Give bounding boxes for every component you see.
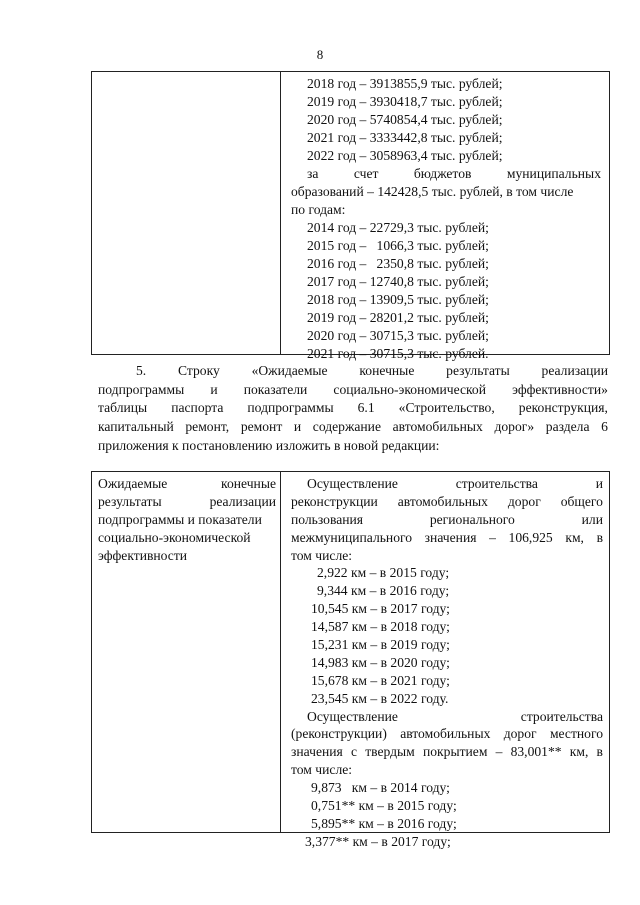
word: с bbox=[350, 744, 358, 760]
paragraph-line bbox=[98, 418, 608, 437]
word: и bbox=[293, 419, 302, 435]
result-line bbox=[291, 475, 603, 493]
expected-results-value-cell bbox=[291, 475, 603, 851]
financing-line: 2020 год – 5740854,4 тыс. рублей; bbox=[307, 112, 503, 127]
word: и bbox=[595, 476, 603, 491]
word: и bbox=[210, 381, 218, 397]
financing-line: 2018 год – 13909,5 тыс. рублей; bbox=[307, 292, 489, 307]
word: в bbox=[596, 529, 603, 545]
expected-results-table bbox=[91, 471, 610, 849]
financing-line: 2014 год – 22729,3 тыс. рублей; bbox=[307, 220, 489, 235]
financing-line bbox=[291, 165, 601, 183]
label-line: эффективности bbox=[98, 547, 188, 563]
word: подпрограммы bbox=[247, 400, 334, 416]
financing-line: 2019 год – 28201,2 тыс. рублей; bbox=[307, 310, 489, 325]
word: км, bbox=[569, 744, 589, 760]
word: автомобильных bbox=[400, 726, 491, 742]
word: строительства bbox=[520, 708, 603, 724]
word: капитальный bbox=[98, 419, 174, 435]
word: Ожидаемые bbox=[98, 476, 168, 491]
result-line: 23,545 км – в 2022 году. bbox=[311, 690, 449, 706]
word: дорог bbox=[507, 493, 541, 509]
word: км, bbox=[565, 529, 584, 545]
word: реализации bbox=[541, 363, 608, 378]
result-line bbox=[291, 708, 603, 726]
word: результаты bbox=[98, 493, 162, 509]
financing-line: 2019 год – 3930418,7 тыс. рублей; bbox=[307, 94, 503, 109]
word: – bbox=[495, 744, 503, 760]
result-line: 14,983 км – в 2020 году; bbox=[311, 654, 450, 670]
financing-line: 2016 год – 2350,8 тыс. рублей; bbox=[307, 256, 489, 271]
amendment-paragraph bbox=[98, 362, 608, 455]
result-line bbox=[291, 743, 603, 761]
table-column-divider bbox=[280, 472, 281, 832]
word: – bbox=[489, 529, 496, 545]
word: пользования bbox=[291, 511, 364, 527]
result-line bbox=[291, 493, 603, 511]
word: автомобильных bbox=[392, 419, 483, 435]
result-line: том числе: bbox=[291, 547, 353, 563]
result-line: 2,922 км – в 2015 году; bbox=[317, 565, 450, 581]
word: бюджетов bbox=[413, 166, 472, 181]
word: конечные bbox=[359, 363, 415, 378]
word: строительства bbox=[455, 476, 538, 491]
word: 106,925 bbox=[508, 529, 553, 545]
word: эффективности» bbox=[512, 381, 608, 397]
label-line bbox=[98, 475, 276, 493]
table-column-divider bbox=[280, 72, 281, 354]
paragraph-line bbox=[98, 381, 608, 400]
word: ремонт bbox=[240, 419, 283, 435]
word: твердым bbox=[365, 744, 415, 760]
word: реконструкции bbox=[291, 493, 378, 509]
label-line bbox=[98, 493, 276, 511]
word: счет bbox=[353, 166, 379, 181]
word: 6.1 bbox=[357, 400, 375, 416]
word: дорог bbox=[503, 726, 537, 742]
word: содержание bbox=[312, 419, 381, 435]
word: дорог» bbox=[494, 419, 535, 435]
word: результаты bbox=[446, 363, 510, 378]
word: реконструкция, bbox=[518, 400, 608, 416]
result-line bbox=[291, 725, 603, 743]
result-line: 5,895** км – в 2016 году; bbox=[311, 815, 457, 831]
label-line: подпрограммы и показатели bbox=[98, 511, 262, 527]
result-line: 15,678 км – в 2021 году; bbox=[311, 672, 450, 688]
word: паспорта bbox=[171, 400, 224, 416]
word: ремонт, bbox=[185, 419, 230, 435]
word: или bbox=[581, 511, 603, 527]
financing-line: 2018 год – 3913855,9 тыс. рублей; bbox=[307, 76, 503, 91]
result-line bbox=[291, 511, 603, 529]
word: раздела bbox=[545, 419, 590, 435]
financing-line: по годам: bbox=[291, 202, 346, 217]
word: таблицы bbox=[98, 400, 148, 416]
word: в bbox=[596, 744, 603, 760]
word: муниципальных bbox=[506, 166, 601, 181]
word: реализации bbox=[209, 493, 276, 509]
result-line: 9,344 км – в 2016 году; bbox=[317, 583, 450, 599]
result-line: 0,751** км – в 2015 году; bbox=[311, 798, 457, 814]
word: 5. bbox=[136, 363, 147, 378]
word: 83,001** bbox=[510, 744, 562, 760]
paragraph-line bbox=[98, 399, 608, 418]
word: подпрограммы bbox=[98, 381, 185, 397]
result-line: 15,231 км – в 2019 году; bbox=[311, 637, 450, 653]
word: Строку bbox=[177, 363, 220, 378]
word: значения bbox=[291, 744, 343, 760]
word: социально-экономической bbox=[333, 381, 486, 397]
word: местного bbox=[549, 726, 603, 742]
financing-line: 2015 год – 1066,3 тыс. рублей; bbox=[307, 238, 489, 253]
label-line: социально-экономической bbox=[98, 529, 251, 545]
word: Осуществление bbox=[307, 708, 398, 724]
word: регионального bbox=[429, 511, 515, 527]
financing-line: 2017 год – 12740,8 тыс. рублей; bbox=[307, 274, 489, 289]
word: «Строительство, bbox=[398, 400, 495, 416]
result-line: 14,587 км – в 2018 году; bbox=[311, 619, 450, 635]
word: покрытием bbox=[422, 744, 488, 760]
financing-line: 2022 год – 3058963,4 тыс. рублей; bbox=[307, 148, 503, 163]
result-line: 9,873 км – в 2014 году; bbox=[311, 780, 450, 796]
expected-results-label-cell bbox=[98, 475, 276, 564]
word: 6 bbox=[601, 419, 608, 435]
word: за bbox=[307, 166, 319, 181]
page-number: 8 bbox=[316, 47, 324, 62]
word: конечные bbox=[221, 476, 276, 491]
paragraph-line bbox=[98, 362, 608, 381]
word: (реконструкции) bbox=[291, 726, 387, 742]
financing-line: 2020 год – 30715,3 тыс. рублей; bbox=[307, 328, 489, 343]
financing-line: 2021 год – 30715,3 тыс. рублей. bbox=[307, 346, 489, 361]
result-line: 10,545 км – в 2017 году; bbox=[311, 601, 450, 617]
word: показатели bbox=[243, 381, 308, 397]
word: общего bbox=[560, 493, 603, 509]
word: автомобильных bbox=[397, 493, 488, 509]
result-line: 3,377** км – в 2017 году; bbox=[305, 833, 451, 849]
result-line: том числе: bbox=[291, 762, 353, 778]
result-line bbox=[291, 529, 603, 547]
word: значения bbox=[424, 529, 477, 545]
word: «Ожидаемые bbox=[251, 363, 328, 378]
financing-line: 2021 год – 3333442,8 тыс. рублей; bbox=[307, 130, 503, 145]
financing-cell bbox=[291, 75, 601, 363]
word: межмуниципального bbox=[291, 529, 413, 545]
financing-line: образований – 142428,5 тыс. рублей, в том числе bbox=[291, 184, 574, 199]
financing-table-continuation bbox=[91, 71, 610, 361]
word: Осуществление bbox=[307, 476, 398, 491]
paragraph-line: приложения к постановлению изложить в новой редакции: bbox=[98, 437, 440, 453]
